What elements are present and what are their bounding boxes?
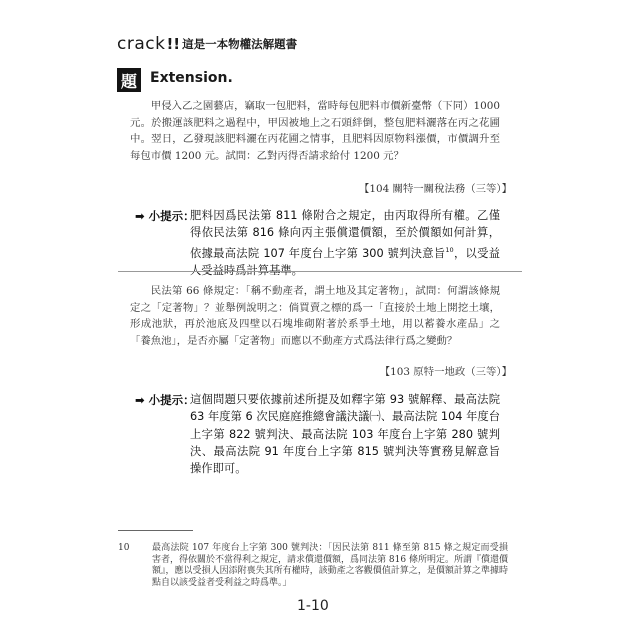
question-1-source: 【104 關特一關稅法務（三等）】 bbox=[358, 183, 512, 195]
extension-heading: Extension. bbox=[150, 70, 233, 86]
arrow-icon: ➡ bbox=[135, 393, 145, 407]
page-number: 1-10 bbox=[297, 598, 329, 614]
footnote-reference: 10 bbox=[445, 245, 454, 254]
hint-1-text: 肥料因爲民法第 811 條附合之規定，由丙取得所有權。乙僅得依民法第 816 條向丙主張償還價額，至於價額如何計算，依據最高法院 107 年度台上字第 300 號判決意旨$^{10}$，以受益人受益時爲計算基準。 bbox=[190, 209, 500, 277]
hint-2-text: 這個問題只要依據前述所提及如釋字第 93 號解釋、最高法院 63 年度第 6 次民庭庭推總會議決議㈠、最高法院 104 年度台上字第 822 號判決、最高法院 103 年度台上字第 280 號判決、最高法院 91 年度台上字第 815 號判決等實務見解意旨操作即可。 bbox=[190, 393, 500, 476]
book-subtitle: 這是一本物權法解題書 bbox=[182, 37, 298, 51]
arrow-icon: ➡ bbox=[135, 209, 145, 223]
question-1-text: 甲侵入乙之園藝店，竊取一包肥料，當時每包肥料市價新臺幣（下同）1000 元。於搬運該肥料之過程中，甲因被地上之石頭絆倒，整包肥料灑落在丙之花圃中。翌日，乙發現該肥料灑在丙花圃之情事，且肥料因原物料漲價，市價調升至每包市價 1200 元。試問：乙對丙得否請求給付 1200 元？ bbox=[130, 100, 500, 163]
hint-2-label: ➡ 小提示： bbox=[135, 393, 195, 407]
question-2 bbox=[130, 283, 500, 350]
hint-1-label: ➡ 小提示： bbox=[135, 209, 195, 223]
question-1 bbox=[130, 98, 500, 165]
section-divider bbox=[118, 271, 522, 272]
question-2-source: 【103 原特一地政（三等）】 bbox=[379, 366, 512, 378]
running-header bbox=[117, 34, 297, 54]
footnote-rule bbox=[118, 530, 193, 531]
footnote-text: 最高法院 107 年度台上字第 300 號判決：「因民法第 811 條至第 815 條之規定而受損害者，得依關於不當得利之規定，請求償還價額，爲同法第 816 條所明定。所謂『償還價額』，應以受損人因添附喪失其所有權時，該動產之客觀價值計算之，是價額計算之準據時點自以該受益者受利益之時爲準。」 bbox=[152, 543, 508, 588]
question-badge-icon: 題 bbox=[117, 68, 141, 92]
footnote-number: 10 bbox=[118, 543, 130, 553]
brand-exclamation-mark: !! bbox=[166, 35, 181, 53]
brand-logo: crack bbox=[117, 34, 166, 54]
question-2-text: 民法第 66 條規定：「稱不動產者，謂土地及其定著物」，試問：何謂該條規定之「定著物」？並舉例說明之：倘買賣之標的爲一「直接於土地上開挖土壤，形成池狀，再於池底及四壁以石塊堆砌附著於系爭土地，用以蓄養水產品」之「養魚池」，是否亦屬「定著物」而應以不動產方式爲法律行爲之變動？ bbox=[130, 285, 500, 348]
